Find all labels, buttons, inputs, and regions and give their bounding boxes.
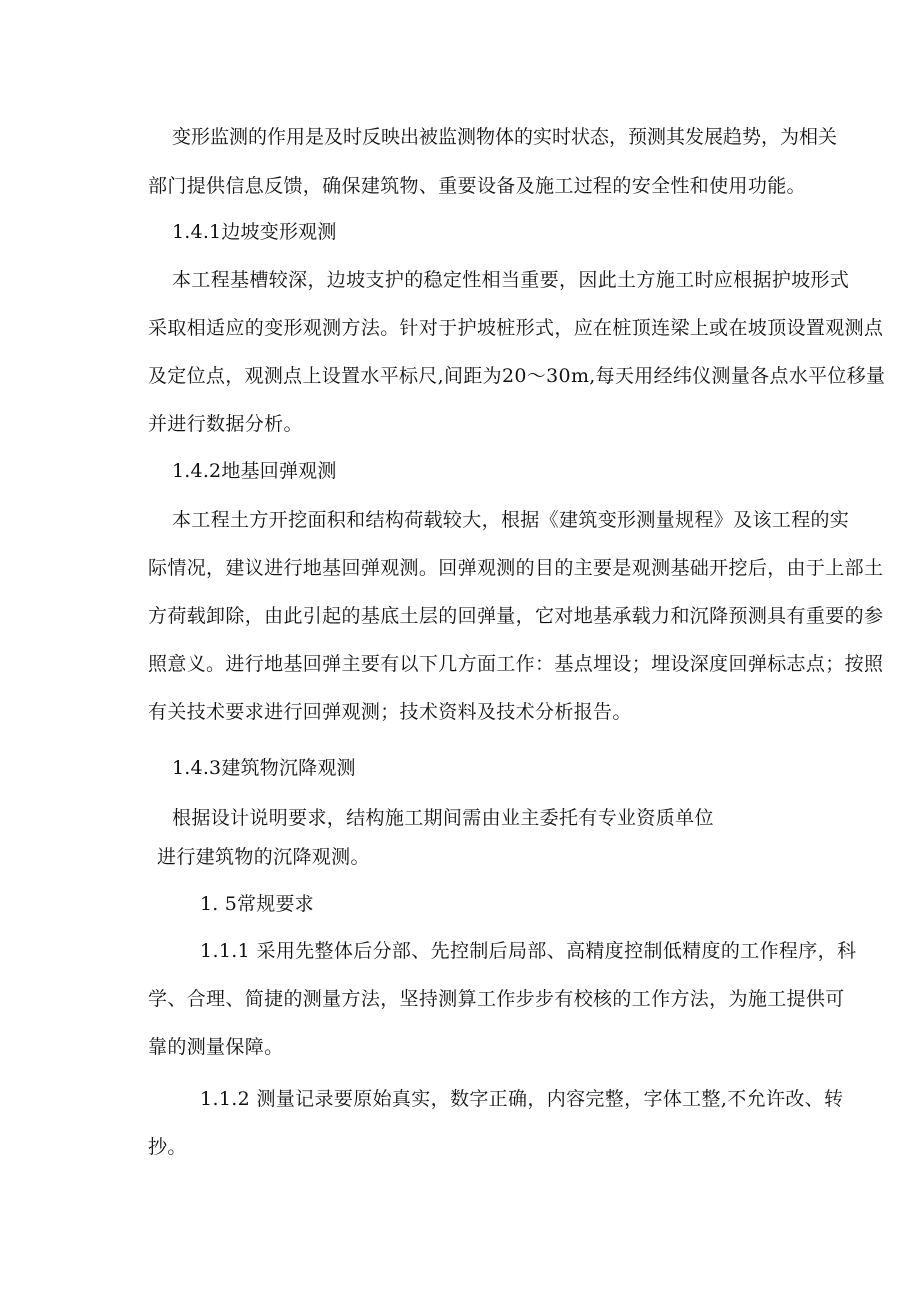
- paragraph-line: 本工程基槽较深，边坡支护的稳定性相当重要，因此土方施工时应根据护坡形式: [172, 269, 850, 291]
- paragraph-line: 及定位点，观测点上设置水平标尺,间距为20～30m,每天用经纬仪测量各点水平位移量: [148, 365, 886, 387]
- section-heading: 1.4.2地基回弹观测: [172, 460, 337, 482]
- paragraph-line: 照意义。进行地基回弹主要有以下几方面工作：基点埋设；埋设深度回弹标志点；按照: [148, 653, 884, 675]
- paragraph-line: 1.1.2 测量记录要原始真实，数字正确，内容完整，字体工整,不允许改、转: [200, 1088, 844, 1110]
- paragraph-line: 根据设计说明要求，结构施工期间需由业主委托有专业资质单位: [172, 807, 714, 829]
- paragraph-line: 际情况，建议进行地基回弹观测。回弹观测的目的主要是观测基础开挖后，由于上部土: [148, 557, 884, 579]
- section-heading: 1.4.3建筑物沉降观测: [172, 757, 356, 779]
- paragraph-line: 有关技术要求进行回弹观测；技术资料及技术分析报告。: [148, 701, 632, 723]
- text-fragment: 变形监测的作用是及时反映出被监测物体的实时状态，预测其发展趋势，为相关: [172, 126, 838, 148]
- paragraph-line: 学、合理、简捷的测量方法，坚持测算工作步步有校核的工作方法，为施工提供可: [148, 988, 845, 1010]
- section-heading: 1.4.1边坡变形观测: [172, 221, 337, 243]
- paragraph-line: 本工程土方开挖面积和结构荷载较大，根据《建筑变形测量规程》及该工程的实: [172, 509, 850, 531]
- paragraph-line: 1.1.1 采用先整体后分部、先控制后局部、高精度控制低精度的工作程序，科: [200, 940, 857, 962]
- paragraph-line: 采取相适应的变形观测方法。针对于护坡桩形式，应在桩顶连梁上或在坡顶设置观测点: [148, 317, 884, 339]
- section-heading: 1. 5常规要求: [200, 893, 314, 915]
- paragraph-line: 并进行数据分析。: [148, 413, 303, 435]
- paragraph-line: 进行建筑物的沉降观测。: [157, 846, 370, 868]
- paragraph-line: 抄。: [148, 1136, 187, 1158]
- paragraph-line: [172, 125, 877, 149]
- paragraph-line: 方荷载卸除，由此引起的基底土层的回弹量，它对地基承载力和沉降预测具有重要的参: [148, 605, 884, 627]
- paragraph-line: 靠的测量保障。: [148, 1036, 284, 1058]
- paragraph-line: 部门提供信息反馈，确保建筑物、重要设备及施工过程的安全性和使用功能。: [148, 175, 806, 197]
